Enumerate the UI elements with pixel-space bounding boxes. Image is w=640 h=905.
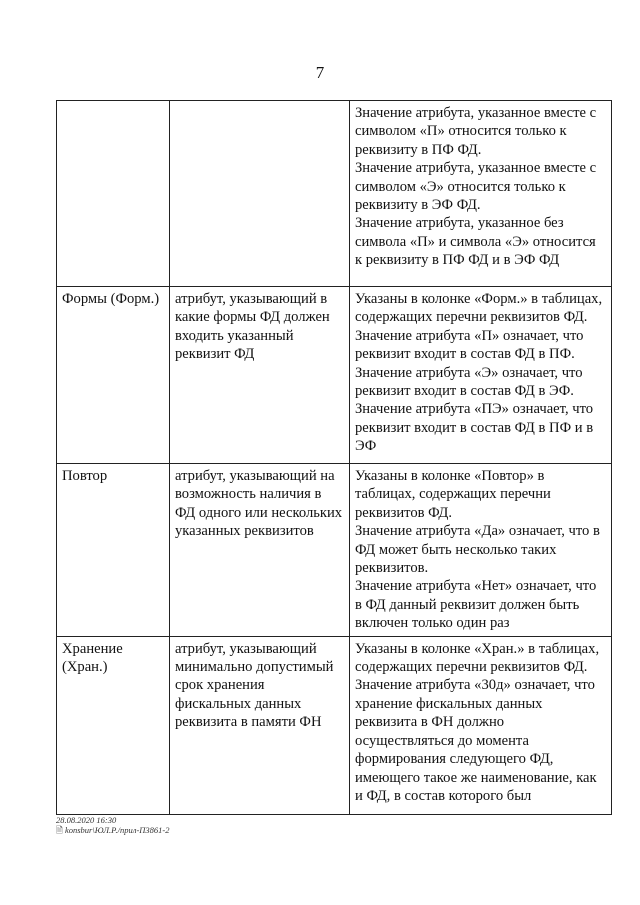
attribute-name-cell: Повтор [57,464,170,637]
table-row [57,464,612,637]
details-paragraph: Значение атрибута «ПЭ» означает, что реквизит входит в состав ФД в ПФ и в ЭФ [355,401,594,455]
details-paragraph: Значение атрибута «П» означает, что реквизит входит в состав ФД в ПФ. [355,327,584,363]
details-paragraph: Указаны в колонке «Форм.» в таблицах, содержащих перечни реквизитов ФД. [355,291,603,326]
attribute-details-cell [350,636,612,814]
table-row [57,636,612,814]
table-row [57,287,612,464]
attribute-name-cell: Формы (Форм.) [57,287,170,464]
attribute-description-cell [170,101,350,287]
details-paragraph: Значение атрибута «Нет» означает, что в ФД данный реквизит должен быть включен только один раз [355,578,597,632]
page-number: 7 [315,63,325,82]
attribute-name-cell: Хранение (Хран.) [57,636,170,814]
attribute-details-cell [350,464,612,637]
details-paragraph: Значение атрибута «30д» означает, что хранение фискальных данных реквизита в ФН должно осуществляться до момента формирования следующего ФД, имеющего такое же наименование, как и ФД, в состав которого был [355,677,597,804]
attributes-table [56,100,612,815]
table-row [57,101,612,287]
details-paragraph: Указаны в колонке «Повтор» в таблицах, содержащих перечни реквизитов ФД. [355,468,551,521]
document-footer [56,815,170,835]
details-paragraph: Значение атрибута «Э» означает, что реквизит входит в состав ФД в ЭФ. [355,364,583,400]
attribute-description-cell: атрибут, указывающий в какие формы ФД должен входить указанный реквизит ФД [170,287,350,464]
footer-path: konsbur\ЮЛ.Р./прил-П3861-2 [64,825,170,835]
footer-timestamp: 28.08.2020 16:30 [56,815,117,825]
document-icon: 🗎 [56,825,63,835]
attribute-description-cell: атрибут, указывающий минимально допустимый срок хранения фискальных данных реквизита в памяти ФН [170,636,350,814]
details-paragraph: Значение атрибута, указанное вместе с символом «П» относится только к реквизиту в ПФ ФД. [355,105,597,158]
attribute-details-cell [350,101,612,287]
details-paragraph: Указаны в колонке «Хран.» в таблицах, содержащих перечни реквизитов ФД. [355,640,600,676]
attribute-description-cell: атрибут, указывающий на возможность наличия в ФД одного или нескольких указанных реквизитов [170,464,350,637]
details-paragraph: Значение атрибута, указанное вместе с символом «Э» относится только к реквизиту в ЭФ ФД. [355,160,597,214]
details-paragraph: Значение атрибута «Да» означает, что в ФД может быть несколько таких реквизитов. [355,523,600,577]
details-paragraph: Значение атрибута, указанное без символа «П» и символа «Э» относится к реквизиту в ПФ ФД и в ЭФ ФД [355,215,596,269]
attribute-name-cell [57,101,170,287]
footer-path-line [56,825,170,835]
attribute-details-cell [350,287,612,464]
